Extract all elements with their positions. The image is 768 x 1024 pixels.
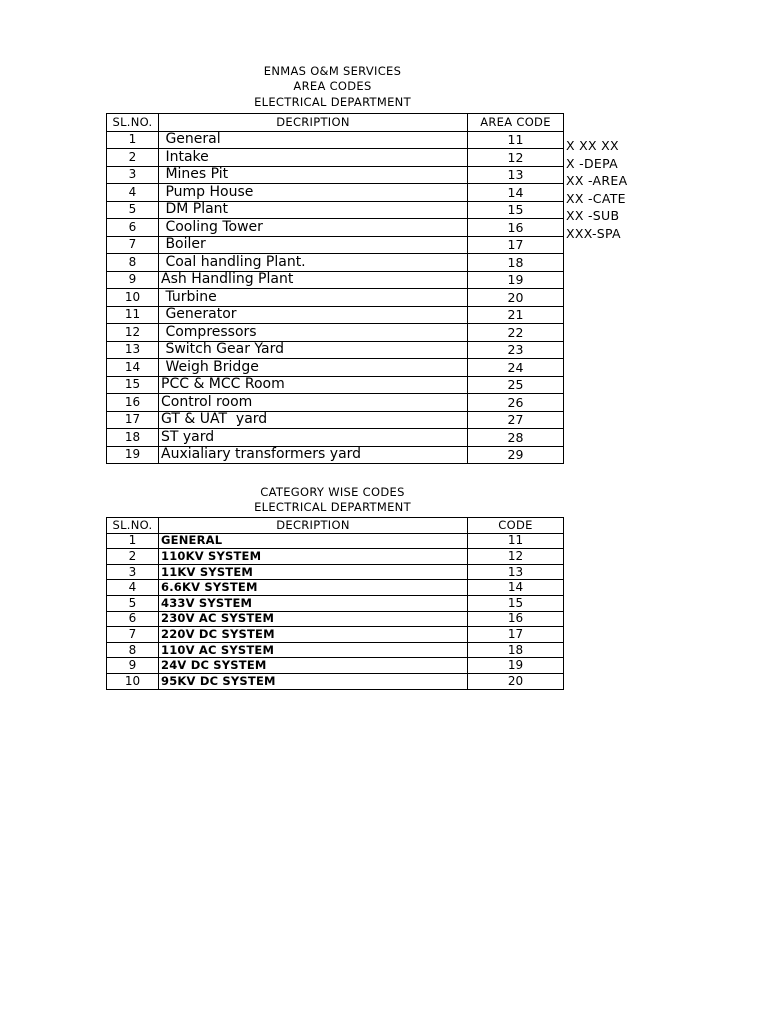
sl-no-cell: 14 [107,359,159,377]
table-row [107,359,564,377]
sl-no-cell: 1 [107,131,159,149]
table-row [107,627,564,643]
department-title: ELECTRICAL DEPARTMENT [254,95,411,109]
header-description: DECRIPTION [159,518,468,534]
header-code: CODE [468,518,564,534]
table-row [107,271,564,289]
code-cell: 12 [468,149,564,167]
table-row [107,254,564,272]
table-row [107,131,564,149]
code-cell: 28 [468,429,564,447]
description-cell: Pump House [159,184,468,202]
description-cell: PCC & MCC Room [159,376,468,394]
table-row [107,595,564,611]
code-cell: 18 [468,254,564,272]
description-cell: ST yard [159,429,468,447]
code-cell: 15 [468,595,564,611]
legend-line: XXX-SPA [566,225,621,241]
sl-no-cell: 18 [107,429,159,447]
description-cell: 24V DC SYSTEM [159,658,468,674]
code-cell: 27 [468,411,564,429]
description-cell: Control room [159,394,468,412]
code-cell: 25 [468,376,564,394]
sl-no-cell: 1 [107,533,159,549]
table-row [107,411,564,429]
description-cell: 230V AC SYSTEM [159,611,468,627]
sl-no-cell: 12 [107,324,159,342]
header-sl-no: SL.NO. [107,518,159,534]
description-cell: Auxialiary transformers yard [159,446,468,464]
area-codes-table [106,113,564,464]
code-cell: 13 [468,166,564,184]
code-cell: 29 [468,446,564,464]
sl-no-cell: 6 [107,611,159,627]
description-cell: Intake [159,149,468,167]
description-cell: GENERAL [159,533,468,549]
code-cell: 14 [468,184,564,202]
description-cell: 6.6KV SYSTEM [159,580,468,596]
sl-no-cell: 19 [107,446,159,464]
code-cell: 18 [468,642,564,658]
table-row [107,201,564,219]
category-codes-table [106,517,564,690]
table-row [107,549,564,565]
table-header-row [107,518,564,534]
table-header-row [107,114,564,132]
sl-no-cell: 2 [107,549,159,565]
code-cell: 23 [468,341,564,359]
sl-no-cell: 6 [107,219,159,237]
description-cell: Weigh Bridge [159,359,468,377]
table-row [107,341,564,359]
legend-line: XX -CATE [566,190,626,206]
sl-no-cell: 5 [107,201,159,219]
table-row [107,219,564,237]
code-cell: 14 [468,580,564,596]
code-cell: 22 [468,324,564,342]
description-cell: Turbine [159,289,468,307]
table-row [107,533,564,549]
description-cell: 110V AC SYSTEM [159,642,468,658]
table-row [107,394,564,412]
header-area-code: AREA CODE [468,114,564,132]
legend-line: XX -AREA [566,173,628,188]
sl-no-cell: 10 [107,289,159,307]
sl-no-cell: 11 [107,306,159,324]
code-cell: 19 [468,271,564,289]
description-cell: GT & UAT yard [159,411,468,429]
description-cell: Boiler [159,236,468,254]
description-cell: General [159,131,468,149]
sl-no-cell: 8 [107,254,159,272]
code-cell: 12 [468,549,564,565]
legend-line: X XX XX [566,138,619,153]
table-row [107,236,564,254]
code-cell: 17 [468,627,564,643]
table-row [107,446,564,464]
table-row [107,324,564,342]
sl-no-cell: 16 [107,394,159,412]
sl-no-cell: 17 [107,411,159,429]
description-cell: Compressors [159,324,468,342]
description-cell: 95KV DC SYSTEM [159,673,468,689]
sl-no-cell: 2 [107,149,159,167]
description-cell: Generator [159,306,468,324]
header-sl-no: SL.NO. [107,114,159,132]
code-cell: 26 [468,394,564,412]
area-codes-title: AREA CODES [293,79,372,93]
table-row [107,306,564,324]
description-cell: 11KV SYSTEM [159,564,468,580]
category-codes-title: CATEGORY WISE CODES [260,485,405,499]
sl-no-cell: 7 [107,236,159,254]
table-row [107,673,564,689]
description-cell: 110KV SYSTEM [159,549,468,565]
code-cell: 16 [468,611,564,627]
code-cell: 13 [468,564,564,580]
sl-no-cell: 4 [107,580,159,596]
sl-no-cell: 3 [107,564,159,580]
sl-no-cell: 8 [107,642,159,658]
code-cell: 20 [468,673,564,689]
description-cell: 220V DC SYSTEM [159,627,468,643]
table-row [107,166,564,184]
company-title: ENMAS O&M SERVICES [263,64,402,78]
description-cell: Mines Pit [159,166,468,184]
table-row [107,149,564,167]
table-row [107,642,564,658]
code-cell: 24 [468,359,564,377]
sl-no-cell: 3 [107,166,159,184]
header-description: DECRIPTION [159,114,468,132]
code-cell: 11 [468,131,564,149]
legend-line: XX -SUB [566,208,620,223]
sl-no-cell: 9 [107,658,159,674]
table-row [107,429,564,447]
table-row [107,658,564,674]
sl-no-cell: 15 [107,376,159,394]
table-row [107,580,564,596]
sl-no-cell: 13 [107,341,159,359]
table-row [107,611,564,627]
code-format-legend [566,137,632,242]
sl-no-cell: 5 [107,595,159,611]
code-cell: 21 [468,306,564,324]
category-department-title: ELECTRICAL DEPARTMENT [254,500,411,514]
description-cell: Coal handling Plant. [159,254,468,272]
code-cell: 17 [468,236,564,254]
sl-no-cell: 7 [107,627,159,643]
code-cell: 20 [468,289,564,307]
table-row [107,289,564,307]
sl-no-cell: 4 [107,184,159,202]
code-cell: 16 [468,219,564,237]
table-row [107,184,564,202]
code-cell: 19 [468,658,564,674]
sl-no-cell: 10 [107,673,159,689]
sl-no-cell: 9 [107,271,159,289]
description-cell: Cooling Tower [159,219,468,237]
code-cell: 15 [468,201,564,219]
legend-line: X -DEPA [566,155,618,171]
description-cell: Ash Handling Plant [159,271,468,289]
table-row [107,376,564,394]
description-cell: Switch Gear Yard [159,341,468,359]
table-row [107,564,564,580]
code-cell: 11 [468,533,564,549]
description-cell: 433V SYSTEM [159,595,468,611]
description-cell: DM Plant [159,201,468,219]
